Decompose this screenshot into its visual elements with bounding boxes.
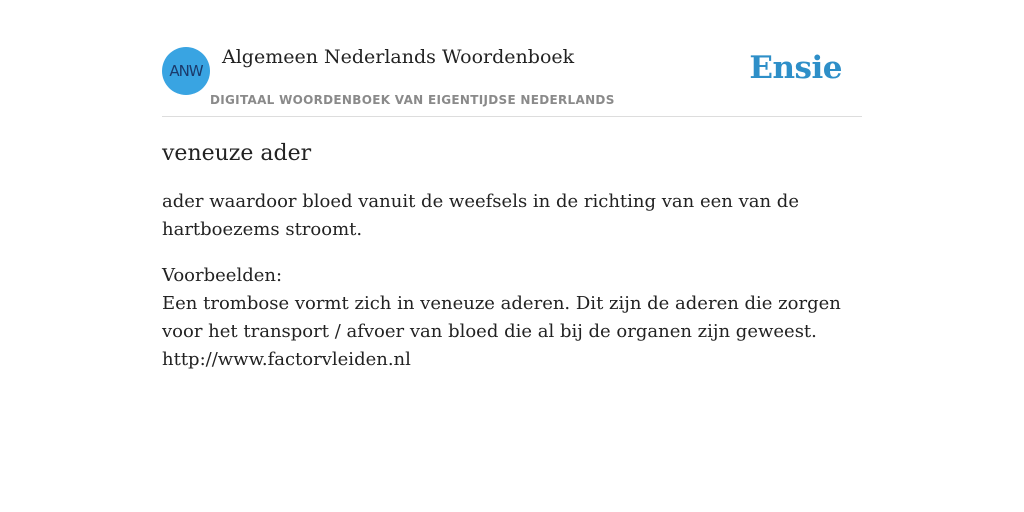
examples-label: Voorbeelden: (162, 265, 283, 286)
example-source: http://www.factorvleiden.nl (162, 349, 411, 370)
entry-content (162, 136, 862, 374)
ensie-logo[interactable]: Ensie (749, 50, 842, 86)
example-text: Een trombose vormt zich in veneuze aderen. Dit zijn de aderen die zorgen voor het transport / afvoer van bloed die al bij de organen zijn geweest. (162, 293, 841, 342)
entry-definition: ader waardoor bloed vanuit de weefsels in de richting van een van de hartboezems stroomt. (162, 191, 799, 240)
entry-headword: veneuze ader (162, 141, 312, 166)
entry-examples (162, 262, 862, 374)
anw-logo[interactable]: ANW (162, 47, 210, 95)
site-subtitle: DIGITAAL WOORDENBOEK VAN EIGENTIJDSE NEDERLANDS (210, 93, 615, 107)
site-title[interactable]: Algemeen Nederlands Woordenboek (222, 46, 575, 68)
site-header (162, 40, 862, 117)
